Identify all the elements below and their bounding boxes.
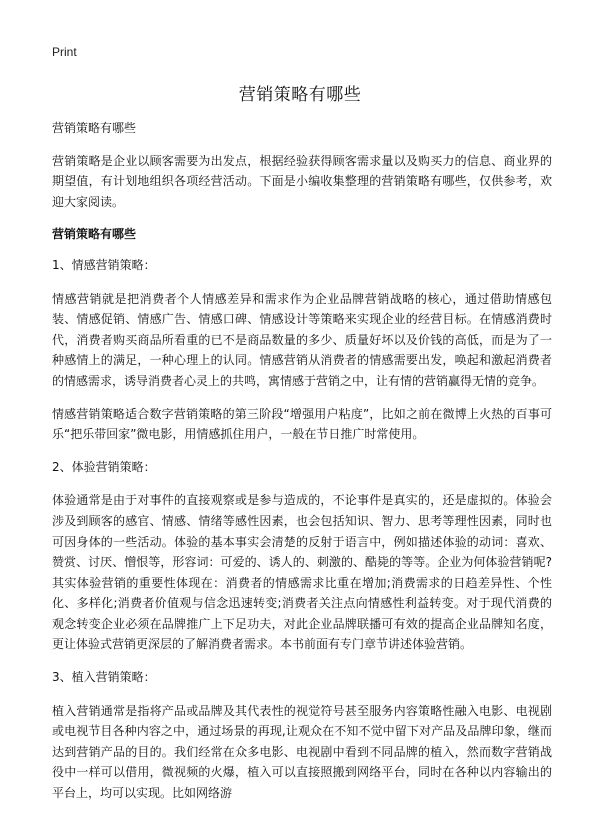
article-body: [52, 118, 552, 816]
page-title: 营销策略有哪些: [238, 85, 362, 105]
section-1-paragraph-1: 情感营销就是把消费者个人情感差异和需求作为企业品牌营销战略的核心，通过借助情感包装、情感促销、情感广告、情感口碑、情感设计等策略来实现企业的经营目标。在情感消费时代，消费者购买商品所看重的已不是商品数量的多少、质量好坏以及价钱的高低，而是为了一种感情上的满足，一种心理上的认同。情感营销从消费者的情感需要出发，唤起和激起消费者的情感需求，诱导消费者心灵上的共鸣，寓情感于营销之中，让有情的营销赢得无情的竞争。: [52, 291, 552, 388]
article-subtitle: 营销策略有哪些: [52, 121, 137, 135]
section-heading: 营销策略有哪些: [52, 227, 137, 242]
intro-paragraph: 营销策略是企业以顾客需要为出发点，根据经验获得顾客需求量以及购买力的信息、商业界的期望值，有计划地组织各项经营活动。下面是小编收集整理的营销策略有哪些，仅供参考，欢迎大家阅读。: [52, 153, 552, 209]
section-3-heading: 3、植入营销策略：: [52, 670, 156, 685]
section-1-heading: 1、情感营销策略：: [52, 257, 156, 272]
section-1-paragraph-2: 情感营销策略适合数字营销策略的第三阶段“增强用户粘度”，比如之前在微博上火热的百事可乐“把乐带回家”微电影，用情感抓住用户，一般在节日推广时常使用。: [52, 406, 552, 442]
section-2-paragraph-1: 体验通常是由于对事件的直接观察或是参与造成的，不论事件是真实的，还是虚拟的。体验会涉及到顾客的感官、情感、情绪等感性因素，也会包括知识、智力、思考等理性因素，同时也可因身体的一些活动。体验的基本事实会清楚的反射于语言中，例如描述体验的动词：喜欢、赞赏、讨厌、憎恨等，形容词：可爱的、诱人的、刺激的、酷毙的等等。企业为何体验营销呢?其实体验营销的重要性体现在：消费者的情感需求比重在增加;消费需求的日趋差异性、个性化、多样化;消费者价值观与信念迅速转变;消费者关注点向情感性利益转变。对于现代消费的观念转变企业必须在品牌推广上下足功夫，对此企业品牌联播可有效的提高企业品牌知名度，更让体验式营销更深层的了解消费者需求。本书前面有专门章节讲述体验营销。: [52, 493, 552, 652]
section-3-paragraph-1: 植入营销通常是指将产品或品牌及其代表性的视觉符号甚至服务内容策略性融入电影、电视剧或电视节目各种内容之中，通过场景的再现,让观众在不知不觉中留下对产品及品牌印象，继而达到营销产品的目的。我们经常在众多电影、电视剧中看到不同品牌的植入，然而数字营销战役中一样可以借用，微视频的火爆，植入可以直接照搬到网络平台，同时在各种以内容输出的平台上，均可以实现。比如网络游: [52, 703, 552, 801]
section-2-heading: 2、体验营销策略：: [52, 459, 156, 474]
print-link[interactable]: Print: [52, 45, 77, 59]
